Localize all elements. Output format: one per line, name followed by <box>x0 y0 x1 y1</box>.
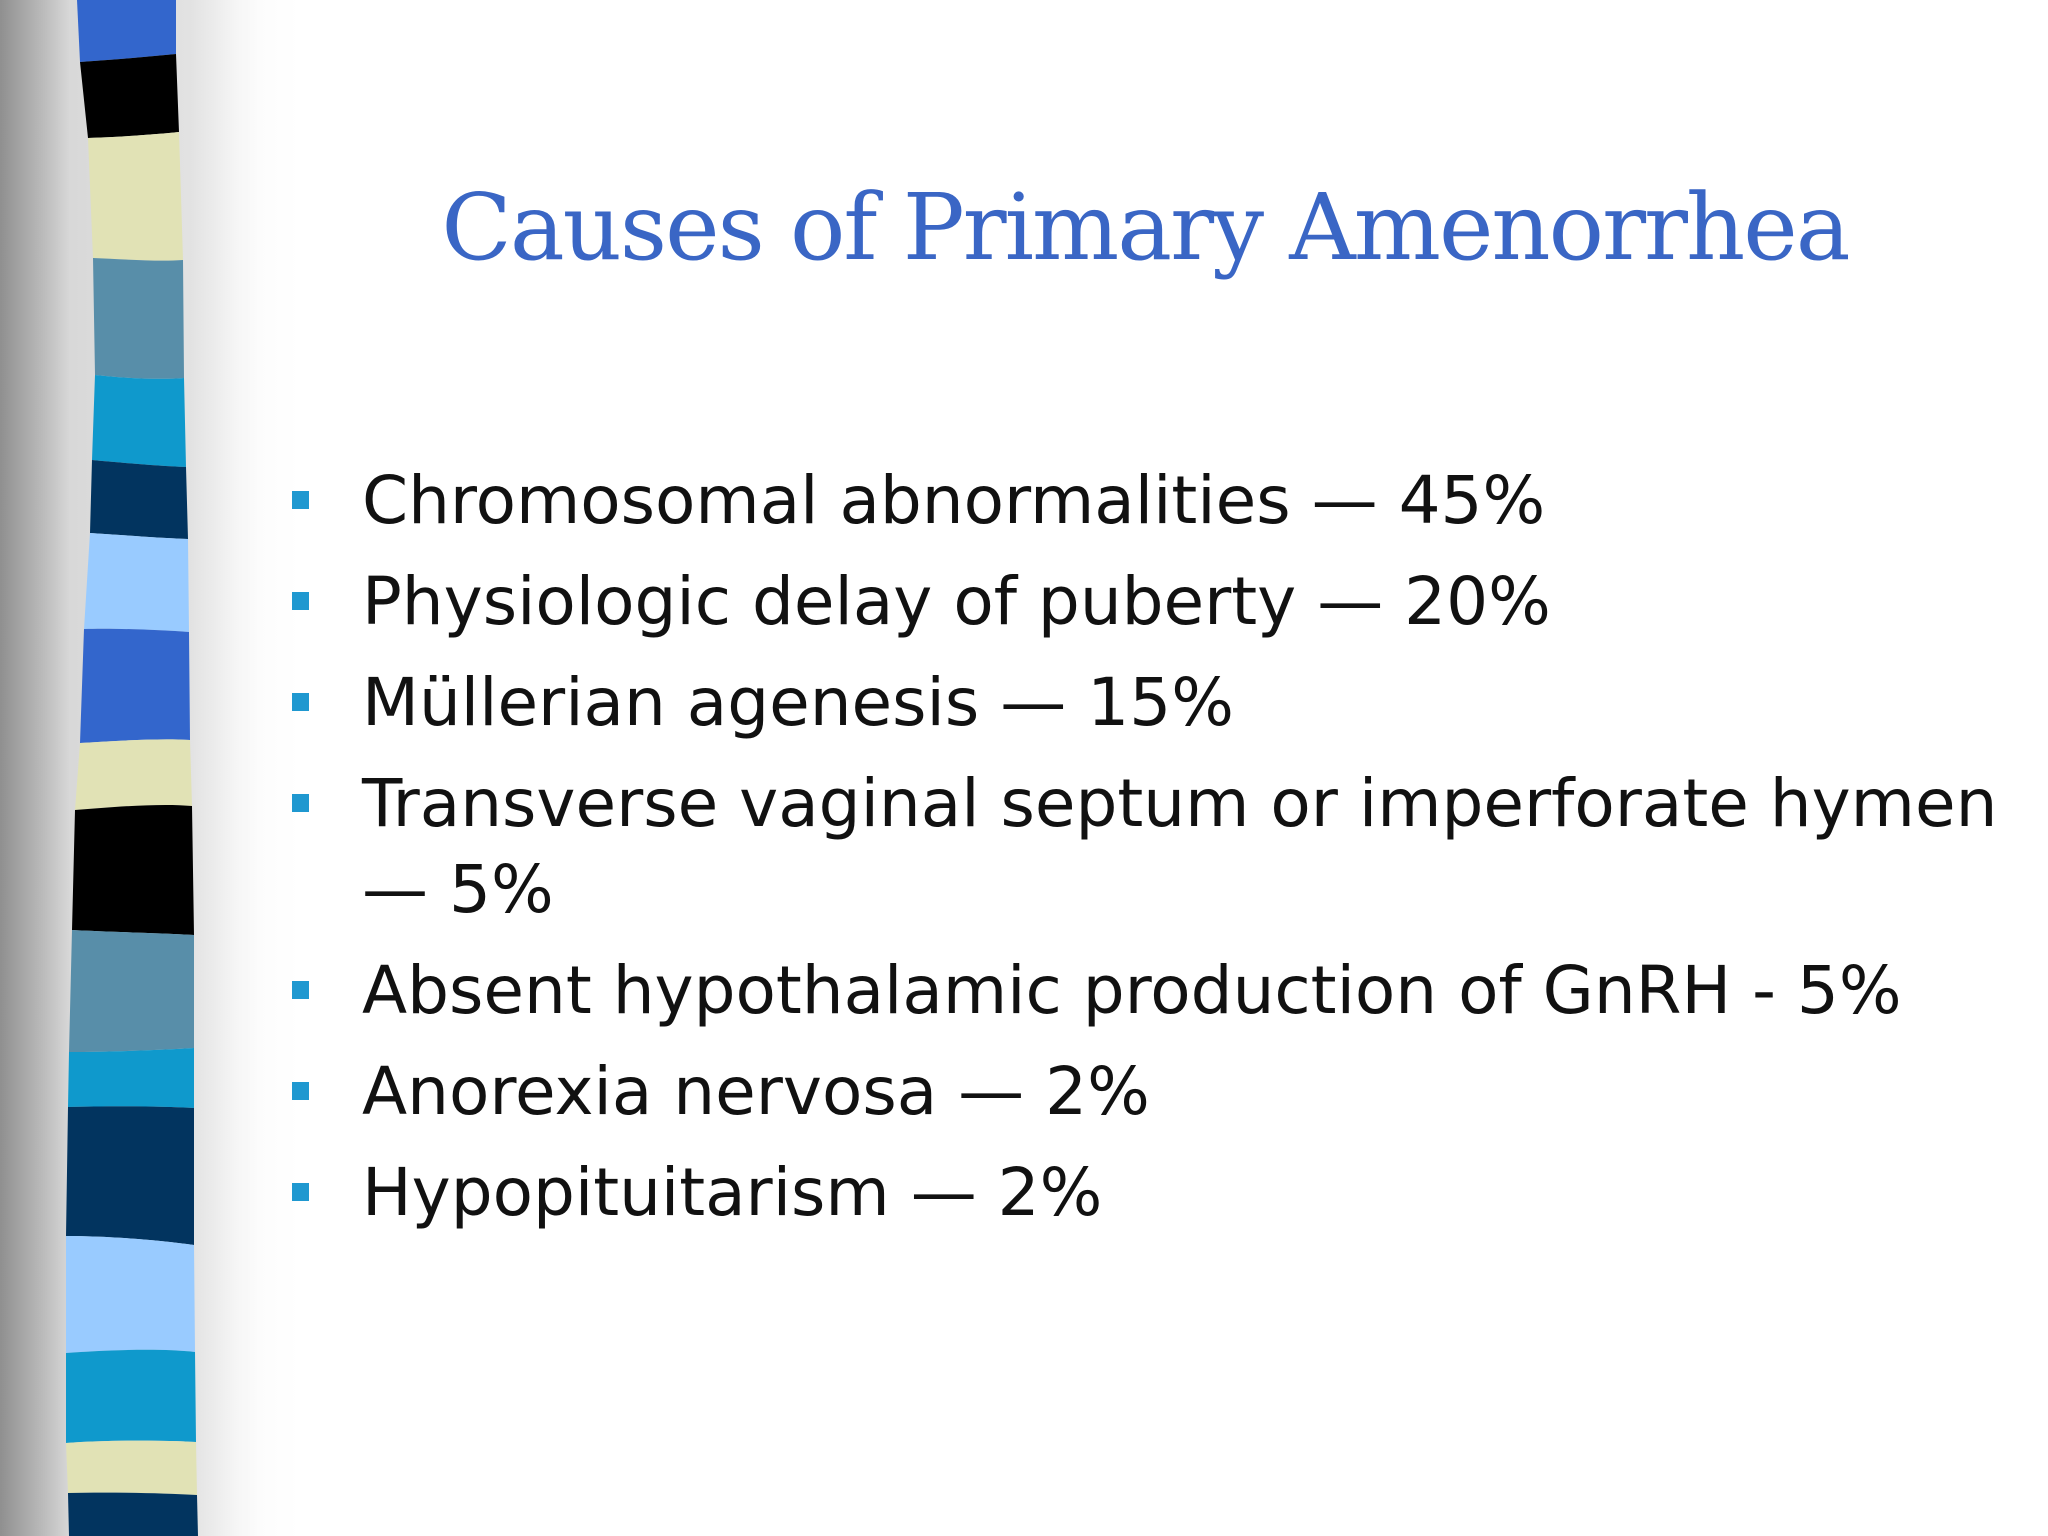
square-bullet-icon <box>292 981 309 999</box>
square-bullet-icon <box>292 1183 309 1201</box>
slide-title: Causes of Primary Amenorrhea <box>441 174 1849 281</box>
bullet-text: Anorexia nervosa — 2% <box>362 1053 1150 1130</box>
square-bullet-icon <box>292 794 309 812</box>
list-item <box>288 1150 2008 1236</box>
list-item <box>288 660 2008 746</box>
bullet-text: Hypopituitarism — 2% <box>362 1154 1103 1231</box>
bullet-text: Transverse vaginal septum or imperforate hymen — 5% <box>362 765 1998 928</box>
bullet-text: Physiologic delay of puberty — 20% <box>362 563 1551 640</box>
list-item <box>288 948 2008 1034</box>
bullet-list <box>288 458 2008 1251</box>
list-item <box>288 458 2008 544</box>
bullet-text: Chromosomal abnormalities — 45% <box>362 462 1546 539</box>
bullet-text: Absent hypothalamic production of GnRH - 5% <box>362 952 1902 1029</box>
bullet-text: Müllerian agenesis — 15% <box>362 664 1234 741</box>
square-bullet-icon <box>292 491 309 509</box>
list-item <box>288 559 2008 645</box>
list-item <box>288 761 2008 933</box>
square-bullet-icon <box>292 592 309 610</box>
square-bullet-icon <box>292 1082 309 1100</box>
list-item <box>288 1049 2008 1135</box>
square-bullet-icon <box>292 693 309 711</box>
